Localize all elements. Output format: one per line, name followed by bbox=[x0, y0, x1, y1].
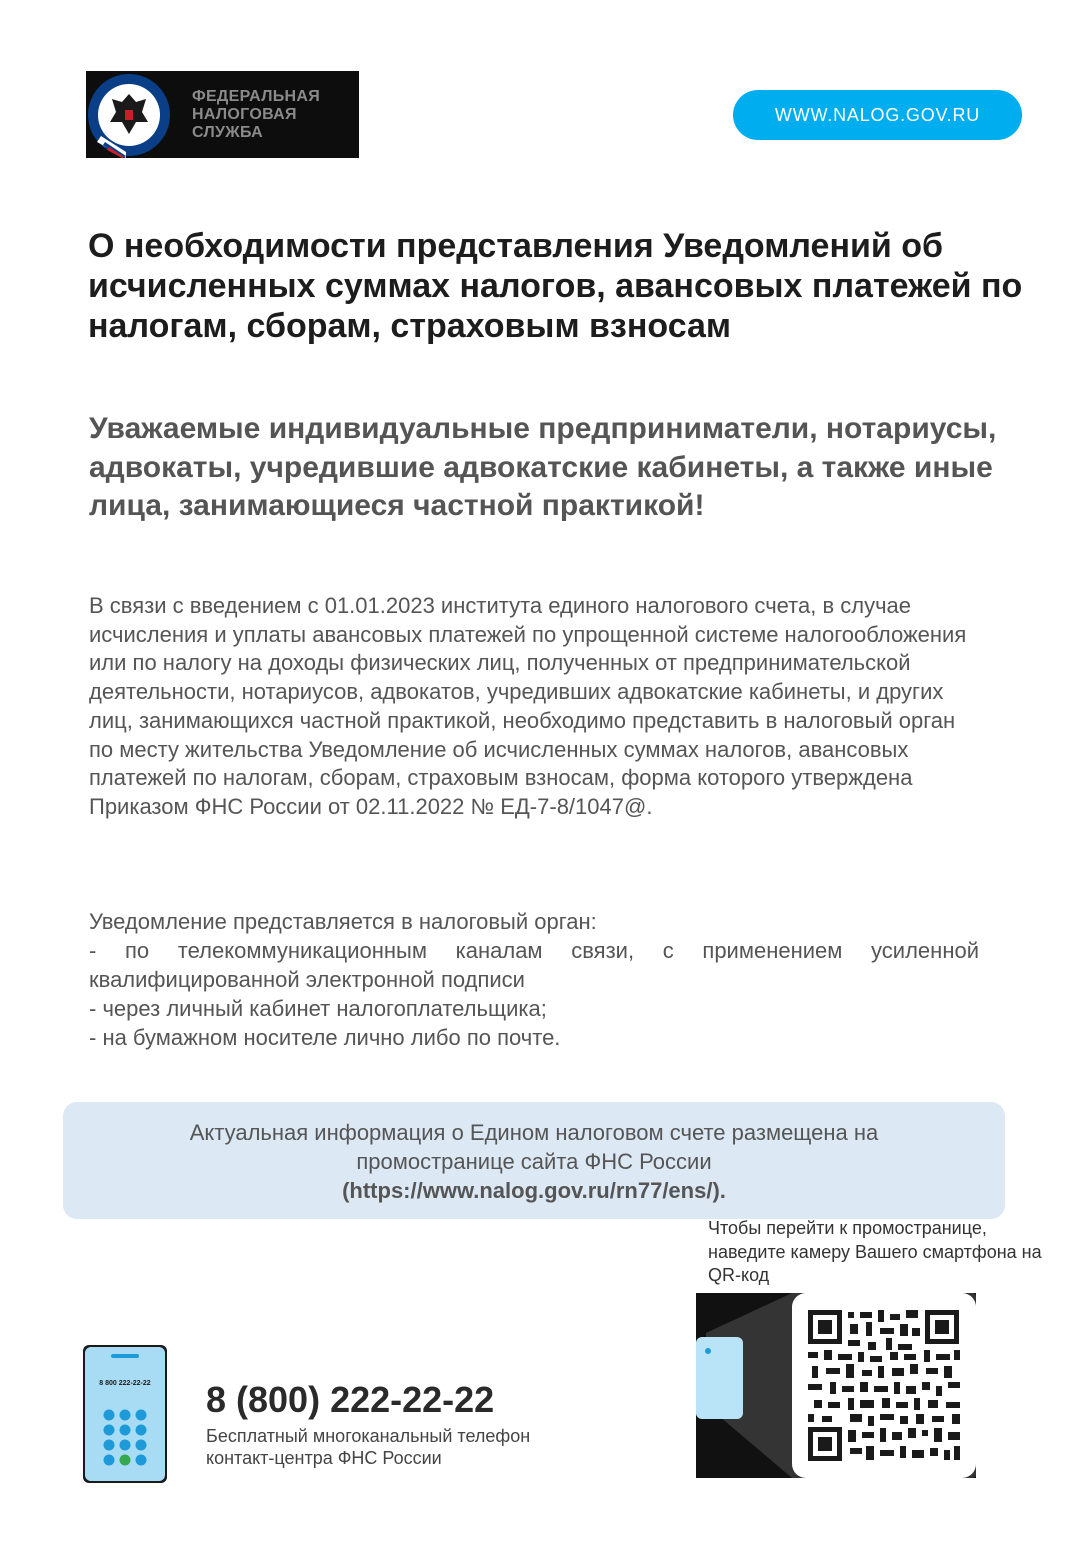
qr-code-icon bbox=[806, 1308, 961, 1463]
submission-item-tcs: - по телекоммуникационным каналам связи, с применением усиленной квалифицированной электронной подписи bbox=[89, 938, 979, 992]
phone-icon bbox=[83, 1345, 167, 1483]
ens-link[interactable]: (https://www.nalog.gov.ru/rn77/ens/). bbox=[342, 1178, 726, 1203]
logo-line-1: ФЕДЕРАЛЬНАЯ bbox=[192, 87, 321, 105]
greeting-heading: Уважаемые индивидуальные предприниматели, нотариусы, адвокаты, учредившие адвокатские кабинеты, а также иные лица, занимающиеся частной практикой! bbox=[89, 412, 997, 522]
fns-emblem-icon bbox=[86, 72, 172, 158]
fns-logo[interactable] bbox=[86, 71, 359, 158]
site-url-button[interactable]: WWW.NALOG.GOV.RU bbox=[733, 90, 1022, 140]
qr-caption: Чтобы перейти к промостранице, наведите камеру Вашего смартфона на QR-код bbox=[708, 1218, 1042, 1285]
submission-intro: Уведомление представляется в налоговый орган: bbox=[89, 909, 597, 934]
submission-item-paper: - на бумажном носителе лично либо по почте. bbox=[89, 1025, 561, 1050]
submission-section bbox=[89, 907, 979, 1052]
phone-silhouette-icon bbox=[696, 1337, 743, 1419]
info-box bbox=[63, 1102, 1005, 1219]
qr-illustration bbox=[696, 1293, 976, 1478]
logo-line-2: НАЛОГОВАЯ СЛУЖБА bbox=[192, 105, 297, 141]
info-line-2: промостранице сайта ФНС России bbox=[356, 1149, 712, 1174]
qr-panel[interactable] bbox=[696, 1293, 976, 1478]
submission-item-cabinet: - через личный кабинет налогоплательщика; bbox=[89, 996, 547, 1021]
hotline-number[interactable]: 8 (800) 222-22-22 bbox=[206, 1379, 495, 1420]
body-paragraph: В связи с введением с 01.01.2023 института единого налогового счета, в случае исчисления и уплаты авансовых платежей по упрощенной системе налогообложения или по налогу на доходы физических лиц, полученных от предпринимательской деятельности, нотариусов, адвокатов, учредивших адвокатские кабинеты, и других лиц, занимающихся частной практикой, необходимо представить в налоговый орган по месту жительства Уведомление об исчисленных суммах налогов, авансовых платежей по налогам, сборам, страховым взносам, форма которого утверждена Приказом ФНС России от 02.11.2022 № ЕД-7-8/1047@. bbox=[89, 593, 967, 819]
page-title: О необходимости представления Уведомлений об исчисленных суммах налогов, авансовых платежей по налогам, сборам, страховым взносам bbox=[88, 227, 1023, 345]
info-line-1: Актуальная информация о Едином налоговом счете размещена на bbox=[189, 1120, 879, 1145]
phone-screen-number: 8 800 222-22-22 bbox=[99, 1380, 151, 1387]
hotline-description: Бесплатный многоканальный телефон контакт-центра ФНС России bbox=[206, 1426, 531, 1468]
